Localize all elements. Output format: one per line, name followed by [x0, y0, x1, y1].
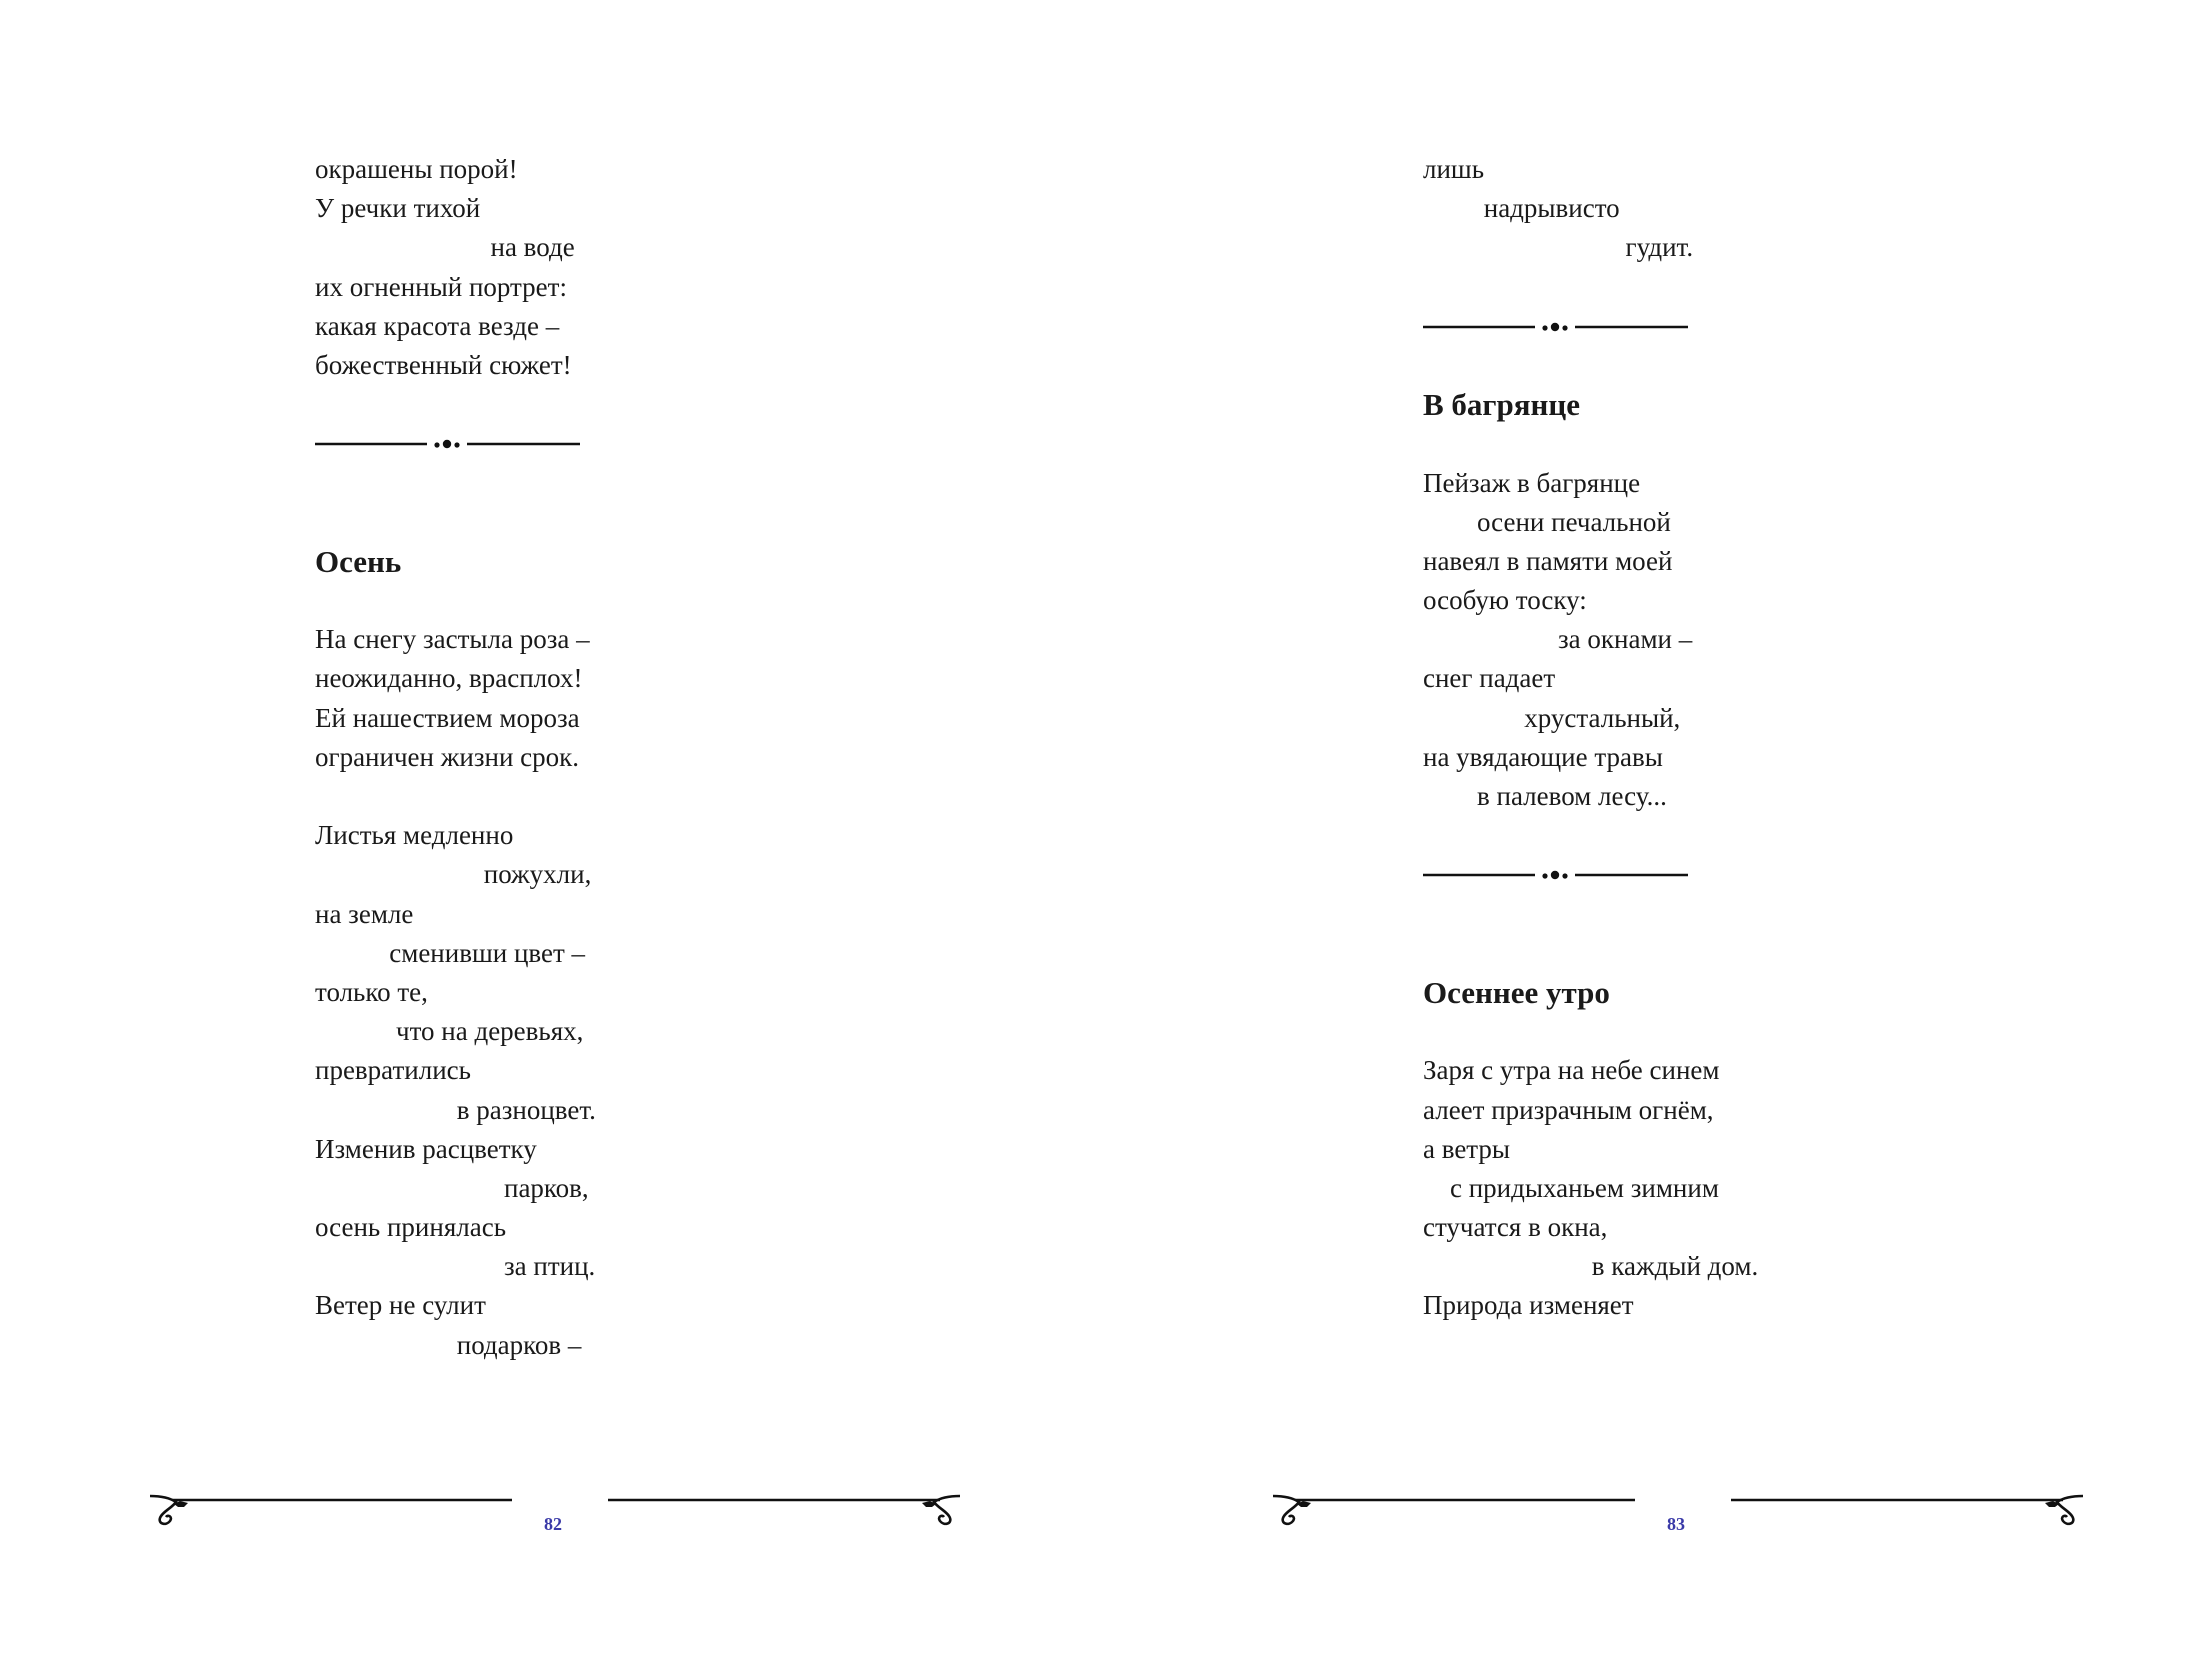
verse-line: на воде [315, 232, 575, 263]
verse-line: Изменив расцветку [315, 1133, 537, 1164]
verse-line: в палевом лесу... [1423, 781, 1667, 811]
verse-line: У речки тихой [315, 193, 481, 224]
blank-line [1423, 346, 1758, 385]
verse-line: их огненный портрет: [315, 271, 567, 302]
verse-line: парков, [315, 1172, 589, 1203]
divider-ornament-icon [1423, 319, 1693, 335]
verse-line: на земле [315, 898, 414, 929]
divider-ornament-icon [315, 436, 585, 452]
blank-line [1423, 816, 1758, 855]
right-page-text [1423, 150, 1758, 1326]
verse-line: Природа изменяет [1423, 1290, 1634, 1321]
right-page-footer [1273, 1490, 2083, 1545]
verse-line: неожиданно, врасплох! [315, 663, 583, 694]
blank-line [1423, 1012, 1758, 1051]
verse-line: Ей нашествием мороза [315, 702, 580, 733]
right-page [1103, 0, 2205, 1654]
left-page-text [315, 150, 596, 1365]
blank-line [1423, 268, 1758, 307]
verse-line: что на деревьях, [315, 1016, 584, 1047]
verse-line: Пейзаж в багрянце [1423, 467, 1641, 498]
verse-line: осень принялась [315, 1212, 507, 1243]
blank-line [1423, 934, 1758, 973]
section-divider [1423, 307, 1758, 346]
verse-line: ограничен жизни срок. [315, 741, 579, 772]
verse-line: в каждый дом. [1423, 1251, 1759, 1282]
blank-line [315, 777, 596, 816]
section-divider [1423, 855, 1758, 894]
blank-line [315, 464, 596, 503]
verse-line: за птиц. [315, 1251, 596, 1282]
left-page-footer [150, 1490, 960, 1545]
blank-line [315, 385, 596, 424]
verse-line: за окнами – [1423, 624, 1693, 655]
verse-line: Ветер не сулит [315, 1290, 486, 1321]
verse-line: божественный сюжет! [315, 349, 572, 380]
page-number: 83 [1667, 1514, 1685, 1534]
verse-line: гудит. [1423, 232, 1694, 263]
verse-line: надрывисто [1423, 193, 1620, 224]
verse-line: сменивши цвет – [315, 937, 586, 968]
verse-line: на увядающие травы [1423, 741, 1663, 772]
verse-line: снег падает [1423, 663, 1556, 694]
verse-line: стучатся в окна, [1423, 1212, 1608, 1243]
divider-ornament-icon [1423, 867, 1693, 883]
blank-line [1423, 424, 1758, 463]
verse-line: только те, [315, 976, 428, 1007]
verse-line: Заря с утра на небе синем [1423, 1055, 1720, 1086]
verse-line: окрашены порой! [315, 154, 518, 184]
blank-line [1423, 895, 1758, 934]
verse-line: навеял в памяти моей [1423, 545, 1673, 576]
page-number: 82 [544, 1514, 562, 1534]
section-divider [315, 424, 596, 463]
verse-line: особую тоску: [1423, 585, 1587, 616]
poem-title: Осеннее утро [1423, 974, 1610, 1010]
verse-line: пожухли, [315, 859, 592, 890]
left-page [0, 0, 1102, 1654]
verse-line: лишь [1423, 154, 1485, 184]
verse-line: превратились [315, 1055, 471, 1086]
verse-line: Листья медленно [315, 820, 514, 851]
verse-line: На снегу застыла роза – [315, 624, 590, 655]
verse-line: хрустальный, [1423, 702, 1681, 733]
verse-line: какая красота везде – [315, 310, 560, 341]
verse-line: подарков – [315, 1329, 582, 1360]
poem-title: Осень [315, 543, 402, 579]
verse-line: алеет призрачным огнём, [1423, 1094, 1714, 1125]
verse-line: а ветры [1423, 1133, 1511, 1164]
blank-line [315, 503, 596, 542]
blank-line [315, 581, 596, 620]
verse-line: в разноцвет. [315, 1094, 596, 1125]
poem-title: В багрянце [1423, 387, 1580, 423]
verse-line: осени печальной [1423, 506, 1671, 537]
verse-line: с придыханьем зимним [1423, 1172, 1719, 1203]
